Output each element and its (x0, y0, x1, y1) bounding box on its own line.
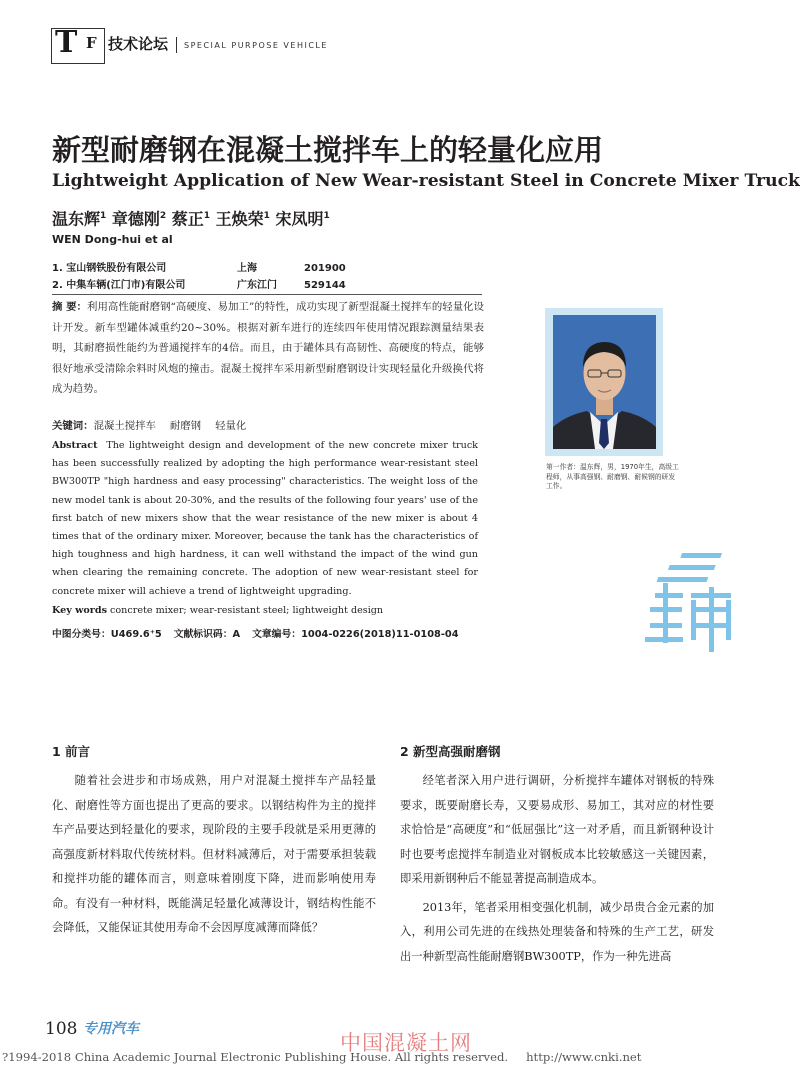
magazine-logo: 专用汽车 (83, 1021, 139, 1037)
keywords-english (52, 603, 383, 619)
keywords-english-text: concrete mixer; wear-resistant steel; lightweight design (110, 605, 384, 616)
clc-number: 中图分类号：U469.6⁺5 (52, 629, 162, 640)
body-paragraph: 2013年，笔者采用相变强化机制，减少昂贵合金元素的加入，利用公司先进的在线热处理装备和特殊的生产工艺，研发出一种新型高性能耐磨钢BW300TP，作为一种先进高 (400, 900, 714, 963)
author-affiliation-mark: 1 (323, 211, 330, 221)
header-divider (176, 37, 177, 53)
cnki-url: http://www.cnki.net (526, 1050, 642, 1064)
abstract-english-text: The lightweight design and development of the new concrete mixer truck has been successfully realized by adopting the high performance wear-resistant steel BW300TP "high hardness and easy processing" characteristics. The weight loss of the new model tank is about 20-30%, and the results of the following four years' use of the first batch of new mixers show that the wear resistance of the new mixer is about 4 times that of the ordinary mixer. Moreover, because the tank has the characteristics of high toughness and high hardness, it can well withstand the impact of the wind gun when clearing the remaining concrete. The adoption of new wear-resistant steel for concrete mixer will achieve a trend of lightweight upgrading. (52, 440, 478, 597)
affiliation-divider (52, 294, 482, 295)
keywords-english-label: Key words (52, 605, 107, 616)
title-english: Lightweight Application of New Wear-resistant Steel in Concrete Mixer Truck (52, 171, 800, 191)
article-number: 文章编号：1004-0226(2018)11-0108-04 (252, 629, 459, 640)
journal-logo-t: T (55, 25, 78, 60)
keyword: 轻量化 (215, 420, 247, 432)
author-name: 宋凤明 (275, 209, 324, 229)
section-1-body (52, 769, 376, 941)
author-affiliation-mark: 1 (263, 211, 270, 221)
author-photo (553, 315, 656, 449)
author-name: 章德刚 (111, 209, 160, 229)
affiliation-name: 2. 中集车辆(江门市)有限公司 (52, 280, 186, 291)
abstract-chinese-text: 利用高性能耐磨钢“高硬度、易加工”的特性，成功实现了新型混凝土搅拌车的轻量化设计开发。新车型罐体减重约20~30%。根据对新车进行的连续四年使用情况跟踪测量结果表明，其耐磨损性能约为普通搅拌车的4倍。而且，由于罐体具有高韧性、高硬度的特点，能够很好地承受清除余料时风炮的撞击。混凝土搅拌车采用新型耐磨钢设计实现轻量化升级换代将成为趋势。 (52, 301, 484, 395)
author-affiliation-mark: 1 (100, 211, 107, 221)
author-name: 蔡正 (171, 209, 204, 229)
photo-caption: 第一作者：温东辉，男，1970年生，高级工程师，从事高强钢、耐磨钢、耐候钢的研发工作。 (546, 463, 679, 490)
abstract-chinese-label: 摘 要： (52, 301, 87, 313)
author-name: 温东辉 (52, 209, 101, 229)
affiliation-name: 1. 宝山钢铁股份有限公司 (52, 263, 167, 274)
site-watermark: 中国混凝土网 (340, 1031, 472, 1055)
affiliation-line (52, 279, 346, 293)
body-paragraph: 经笔者深入用户进行调研，分析搅拌车罐体对钢板的特殊要求，既要耐磨长寿，又要易成形、易加工，其对应的材性要求恰恰是“高硬度”和“低屈强比”这一对矛盾，而且新钢种设计时也要考虑搅拌车制造业对钢板成本比较敏感这一关键因素，即采用新钢种后不能显著提高制造成本。 (400, 774, 714, 885)
decorative-vehicle-glyph (625, 545, 745, 685)
abstract-english (52, 437, 478, 601)
section-name: 技术论坛 (108, 35, 169, 53)
page-number: 108 (45, 1019, 78, 1039)
body-paragraph: 随着社会进步和市场成熟，用户对混凝土搅拌车产品轻量化、耐磨性等方面也提出了更高的要求。以钢结构件为主的搅拌车产品要达到轻量化的要求，现阶段的主要手段就是采用更薄的高强度新材料取代传统材料。但材料减薄后，对于需要承担装载和搅拌功能的罐体而言，则意味着刚度下降，进而影响使用寿命。有没有一种材料，既能满足轻量化减薄设计，钢结构性能不会降低，又能保证其使用寿命不会因厚度减薄而降低？ (52, 774, 376, 934)
affiliation-postcode: 201900 (304, 263, 346, 274)
affiliation-postcode: 529144 (304, 280, 346, 291)
author-affiliation-mark: 1 (203, 211, 210, 221)
author-name: 王焕荣 (215, 209, 264, 229)
author-portrait-image (553, 315, 656, 449)
author-list-english: WEN Dong-hui et al (52, 233, 173, 246)
keywords-chinese-label: 关键词： (52, 420, 94, 432)
classification-line (52, 628, 459, 642)
author-list (52, 205, 330, 230)
copyright-text: ?1994-2018 China Academic Journal Electronic Publishing House. All rights reserved. (2, 1050, 509, 1064)
author-affiliation-mark: 2 (159, 211, 167, 221)
keyword: 混凝土搅拌车 (93, 420, 156, 432)
affiliation-line (52, 262, 346, 276)
abstract-english-label: Abstract (52, 440, 98, 451)
keyword: 耐磨钢 (169, 420, 202, 432)
journal-subtitle: SPECIAL PURPOSE VEHICLE (184, 41, 328, 50)
section-heading: 2 新型高强耐磨钢 (400, 744, 501, 759)
affiliation-city: 广东江门 (237, 280, 277, 291)
section-heading: 1 前言 (52, 744, 91, 759)
keywords-chinese (52, 418, 246, 434)
abstract-chinese (52, 297, 484, 400)
title-chinese: 新型耐磨钢在混凝土搅拌车上的轻量化应用 (52, 133, 604, 167)
document-code: 文献标识码：A (173, 629, 241, 640)
copyright-line (2, 1049, 641, 1065)
section-2-body (400, 769, 714, 969)
affiliation-city: 上海 (237, 263, 257, 274)
journal-logo-f: F (86, 34, 97, 52)
